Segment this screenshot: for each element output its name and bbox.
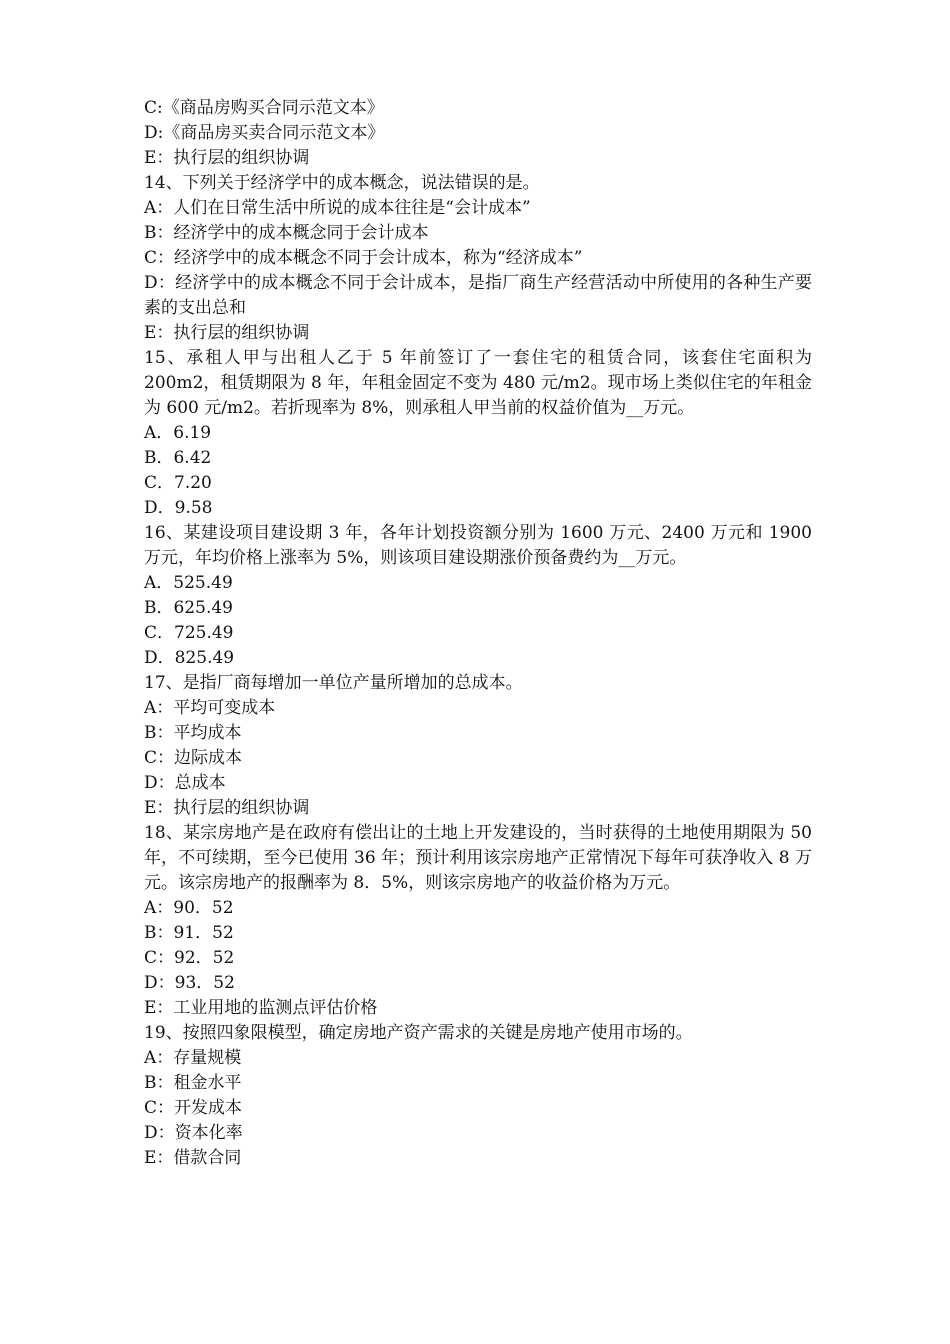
option-c-14: C：经济学中的成本概念不同于会计成本，称为“经济成本” bbox=[144, 248, 583, 268]
option-e-17: E：执行层的组织协调 bbox=[144, 798, 310, 818]
option-e-14: E：执行层的组织协调 bbox=[144, 323, 310, 343]
option-a-19: A：存量规模 bbox=[144, 1048, 242, 1068]
option-d-17: D：总成本 bbox=[144, 773, 226, 793]
option-a-16: A．525.49 bbox=[144, 573, 233, 593]
option-d-15: D．9.58 bbox=[144, 498, 213, 518]
question-16: 16、某建设项目建设期 3 年，各年计划投资额分别为 1600 万元、2400 万元和 1900 万元，年均价格上涨率为 5%，则该项目建设期涨价预备费约为__万元。 bbox=[144, 523, 812, 568]
document-body bbox=[144, 96, 812, 1171]
option-c-19: C：开发成本 bbox=[144, 1098, 243, 1118]
option-a-17: A：平均可变成本 bbox=[144, 698, 276, 718]
option-b-17: B：平均成本 bbox=[144, 723, 242, 743]
option-e-18: E：工业用地的监测点评估价格 bbox=[144, 998, 378, 1018]
option-d-13: D:《商品房买卖合同示范文本》 bbox=[144, 123, 385, 143]
question-17: 17、是指厂商每增加一单位产量所增加的总成本。 bbox=[144, 673, 523, 693]
option-c-15: C．7.20 bbox=[144, 473, 212, 493]
option-c-18: C：92．52 bbox=[144, 948, 235, 968]
option-d-16: D．825.49 bbox=[144, 648, 235, 668]
question-15: 15、承租人甲与出租人乙于 5 年前签订了一套住宅的租赁合同，该套住宅面积为 200m2，租赁期限为 8 年，年租金固定不变为 480 元/m2。现市场上类似住宅的年租金为 600 元/m2。若折现率为 8%，则承租人甲当前的权益价值为__万元。 bbox=[144, 348, 812, 418]
question-18: 18、某宗房地产是在政府有偿出让的土地上开发建设的，当时获得的土地使用期限为 50 年，不可续期，至今已使用 36 年；预计利用该宗房地产正常情况下每年可获净收入 8 万元。该宗房地产的报酬率为 8．5%，则该宗房地产的收益价格为万元。 bbox=[144, 823, 812, 893]
option-d-14: D：经济学中的成本概念不同于会计成本，是指厂商生产经营活动中所使用的各种生产要素的支出总和 bbox=[144, 273, 812, 318]
question-19: 19、按照四象限模型，确定房地产资产需求的关键是房地产使用市场的。 bbox=[144, 1023, 693, 1043]
option-d-18: D：93．52 bbox=[144, 973, 235, 993]
option-b-16: B．625.49 bbox=[144, 598, 233, 618]
option-c-17: C：边际成本 bbox=[144, 748, 243, 768]
option-a-14: A：人们在日常生活中所说的成本往往是“会计成本” bbox=[144, 198, 531, 218]
option-e-13: E：执行层的组织协调 bbox=[144, 148, 310, 168]
option-a-15: A．6.19 bbox=[144, 423, 212, 443]
question-14: 14、下列关于经济学中的成本概念，说法错误的是。 bbox=[144, 173, 540, 193]
option-a-18: A：90．52 bbox=[144, 898, 234, 918]
option-c-16: C．725.49 bbox=[144, 623, 234, 643]
option-c-13: C:《商品房购买合同示范文本》 bbox=[144, 98, 384, 118]
option-d-19: D：资本化率 bbox=[144, 1123, 243, 1143]
option-b-19: B：租金水平 bbox=[144, 1073, 242, 1093]
option-e-19: E：借款合同 bbox=[144, 1148, 242, 1168]
option-b-14: B：经济学中的成本概念同于会计成本 bbox=[144, 223, 429, 243]
option-b-18: B：91．52 bbox=[144, 923, 234, 943]
option-b-15: B．6.42 bbox=[144, 448, 212, 468]
